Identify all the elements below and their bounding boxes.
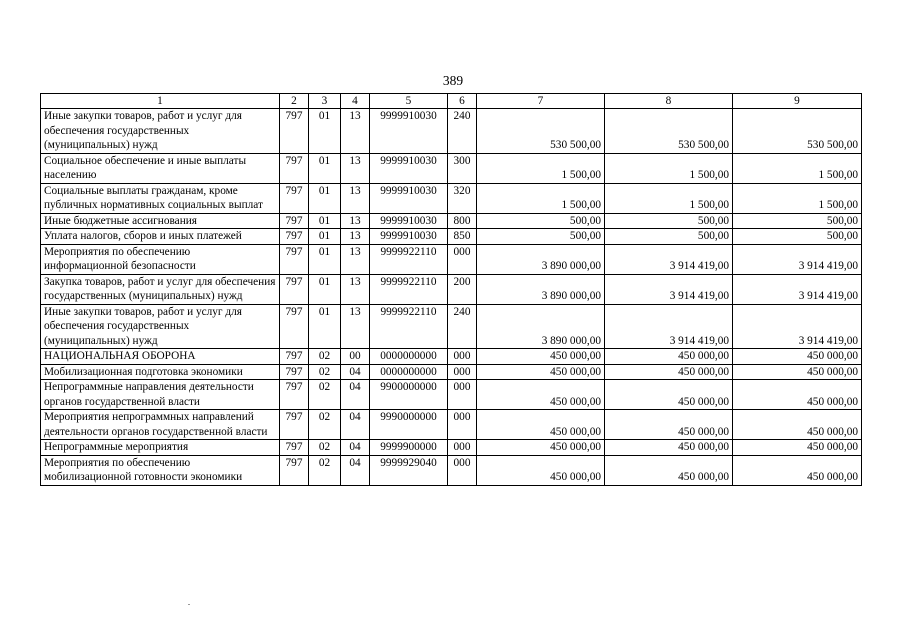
admin-code-cell: 797: [280, 153, 309, 183]
amount-col9-cell: 3 914 419,00: [733, 244, 862, 274]
amount-col8-cell: 450 000,00: [605, 349, 733, 365]
amount-col7-cell: 500,00: [477, 229, 605, 245]
amount-col7-cell: 530 500,00: [477, 109, 605, 154]
amount-col9-cell: 1 500,00: [733, 153, 862, 183]
subsection-code-cell: 13: [341, 229, 370, 245]
section-code-cell: 01: [309, 244, 341, 274]
table-header-row: [41, 94, 862, 109]
amount-col7-cell: 1 500,00: [477, 153, 605, 183]
target-article-cell: 9990000000: [370, 410, 448, 440]
section-code-cell: 02: [309, 440, 341, 456]
target-article-cell: 9999929040: [370, 455, 448, 485]
admin-code-cell: 797: [280, 244, 309, 274]
section-code-cell: 02: [309, 349, 341, 365]
section-code-cell: 02: [309, 380, 341, 410]
target-article-cell: 0000000000: [370, 349, 448, 365]
row-name-cell: Мобилизационная подготовка экономики: [41, 364, 280, 380]
header-cell: 4: [341, 94, 370, 109]
target-article-cell: 9900000000: [370, 380, 448, 410]
row-name-cell: Мероприятия по обеспечению мобилизационной готовности экономики: [41, 455, 280, 485]
target-article-cell: 9999910030: [370, 229, 448, 245]
amount-col8-cell: 450 000,00: [605, 380, 733, 410]
table-row: [41, 213, 862, 229]
admin-code-cell: 797: [280, 304, 309, 349]
amount-col7-cell: 3 890 000,00: [477, 244, 605, 274]
amount-col7-cell: 1 500,00: [477, 183, 605, 213]
table-row: [41, 380, 862, 410]
header-cell: 6: [448, 94, 477, 109]
section-code-cell: 01: [309, 213, 341, 229]
target-article-cell: 9999910030: [370, 153, 448, 183]
amount-col8-cell: 450 000,00: [605, 410, 733, 440]
amount-col9-cell: 450 000,00: [733, 440, 862, 456]
amount-col8-cell: 450 000,00: [605, 455, 733, 485]
amount-col8-cell: 530 500,00: [605, 109, 733, 154]
amount-col8-cell: 500,00: [605, 229, 733, 245]
subsection-code-cell: 04: [341, 410, 370, 440]
subsection-code-cell: 13: [341, 213, 370, 229]
section-code-cell: 02: [309, 455, 341, 485]
target-article-cell: 9999910030: [370, 183, 448, 213]
scan-speck: [188, 604, 190, 605]
header-cell: 7: [477, 94, 605, 109]
amount-col9-cell: 450 000,00: [733, 455, 862, 485]
amount-col9-cell: 450 000,00: [733, 380, 862, 410]
amount-col9-cell: 3 914 419,00: [733, 304, 862, 349]
amount-col9-cell: 1 500,00: [733, 183, 862, 213]
amount-col8-cell: 500,00: [605, 213, 733, 229]
row-name-cell: Мероприятия по обеспечению информационной безопасности: [41, 244, 280, 274]
admin-code-cell: 797: [280, 274, 309, 304]
header-cell: 3: [309, 94, 341, 109]
amount-col9-cell: 530 500,00: [733, 109, 862, 154]
expense-type-cell: 000: [448, 455, 477, 485]
target-article-cell: 0000000000: [370, 364, 448, 380]
amount-col8-cell: 450 000,00: [605, 440, 733, 456]
amount-col7-cell: 500,00: [477, 213, 605, 229]
section-code-cell: 01: [309, 153, 341, 183]
row-name-cell: НАЦИОНАЛЬНАЯ ОБОРОНА: [41, 349, 280, 365]
target-article-cell: 9999922110: [370, 244, 448, 274]
target-article-cell: 9999922110: [370, 274, 448, 304]
table-row: [41, 410, 862, 440]
amount-col9-cell: 500,00: [733, 213, 862, 229]
header-cell: 2: [280, 94, 309, 109]
amount-col9-cell: 3 914 419,00: [733, 274, 862, 304]
amount-col9-cell: 450 000,00: [733, 410, 862, 440]
page-number: 389: [442, 73, 464, 88]
amount-col7-cell: 450 000,00: [477, 410, 605, 440]
expense-type-cell: 000: [448, 244, 477, 274]
expense-type-cell: 850: [448, 229, 477, 245]
expense-type-cell: 000: [448, 380, 477, 410]
target-article-cell: 9999910030: [370, 213, 448, 229]
admin-code-cell: 797: [280, 364, 309, 380]
amount-col7-cell: 450 000,00: [477, 380, 605, 410]
row-name-cell: Непрограммные направления деятельности органов государственной власти: [41, 380, 280, 410]
target-article-cell: 9999910030: [370, 109, 448, 154]
subsection-code-cell: 13: [341, 304, 370, 349]
row-name-cell: Непрограммные мероприятия: [41, 440, 280, 456]
row-name-cell: Иные закупки товаров, работ и услуг для обеспечения государственных (муниципальных) нужд: [41, 304, 280, 349]
header-cell: 5: [370, 94, 448, 109]
expense-type-cell: 300: [448, 153, 477, 183]
budget-table: [40, 93, 862, 486]
row-name-cell: Иные закупки товаров, работ и услуг для обеспечения государственных (муниципальных) нужд: [41, 109, 280, 154]
subsection-code-cell: 00: [341, 349, 370, 365]
admin-code-cell: 797: [280, 349, 309, 365]
subsection-code-cell: 13: [341, 109, 370, 154]
admin-code-cell: 797: [280, 380, 309, 410]
amount-col9-cell: 450 000,00: [733, 349, 862, 365]
amount-col8-cell: 1 500,00: [605, 183, 733, 213]
subsection-code-cell: 04: [341, 364, 370, 380]
table-row: [41, 109, 862, 154]
amount-col8-cell: 3 914 419,00: [605, 274, 733, 304]
admin-code-cell: 797: [280, 440, 309, 456]
header-cell: 1: [41, 94, 280, 109]
section-code-cell: 01: [309, 274, 341, 304]
table-row: [41, 364, 862, 380]
section-code-cell: 01: [309, 109, 341, 154]
row-name-cell: Социальные выплаты гражданам, кроме публичных нормативных социальных выплат: [41, 183, 280, 213]
amount-col9-cell: 500,00: [733, 229, 862, 245]
expense-type-cell: 240: [448, 109, 477, 154]
admin-code-cell: 797: [280, 410, 309, 440]
subsection-code-cell: 04: [341, 455, 370, 485]
amount-col7-cell: 3 890 000,00: [477, 274, 605, 304]
expense-type-cell: 240: [448, 304, 477, 349]
header-cell: 8: [605, 94, 733, 109]
section-code-cell: 01: [309, 183, 341, 213]
subsection-code-cell: 13: [341, 274, 370, 304]
admin-code-cell: 797: [280, 213, 309, 229]
row-name-cell: Уплата налогов, сборов и иных платежей: [41, 229, 280, 245]
amount-col7-cell: 3 890 000,00: [477, 304, 605, 349]
subsection-code-cell: 04: [341, 380, 370, 410]
table-row: [41, 349, 862, 365]
subsection-code-cell: 04: [341, 440, 370, 456]
admin-code-cell: 797: [280, 455, 309, 485]
amount-col7-cell: 450 000,00: [477, 440, 605, 456]
table-row: [41, 229, 862, 245]
expense-type-cell: 000: [448, 410, 477, 440]
expense-type-cell: 320: [448, 183, 477, 213]
table-row: [41, 440, 862, 456]
subsection-code-cell: 13: [341, 153, 370, 183]
row-name-cell: Закупка товаров, работ и услуг для обеспечения государственных (муниципальных) нужд: [41, 274, 280, 304]
subsection-code-cell: 13: [341, 244, 370, 274]
row-name-cell: Мероприятия непрограммных направлений деятельности органов государственной власти: [41, 410, 280, 440]
row-name-cell: Социальное обеспечение и иные выплаты населению: [41, 153, 280, 183]
table-row: [41, 183, 862, 213]
expense-type-cell: 200: [448, 274, 477, 304]
expense-type-cell: 000: [448, 440, 477, 456]
amount-col8-cell: 3 914 419,00: [605, 244, 733, 274]
amount-col7-cell: 450 000,00: [477, 455, 605, 485]
admin-code-cell: 797: [280, 229, 309, 245]
amount-col8-cell: 450 000,00: [605, 364, 733, 380]
section-code-cell: 02: [309, 364, 341, 380]
amount-col7-cell: 450 000,00: [477, 364, 605, 380]
expense-type-cell: 800: [448, 213, 477, 229]
subsection-code-cell: 13: [341, 183, 370, 213]
target-article-cell: 9999900000: [370, 440, 448, 456]
table-row: [41, 455, 862, 485]
header-cell: 9: [733, 94, 862, 109]
table-row: [41, 153, 862, 183]
amount-col8-cell: 1 500,00: [605, 153, 733, 183]
expense-type-cell: 000: [448, 364, 477, 380]
section-code-cell: 01: [309, 229, 341, 245]
amount-col7-cell: 450 000,00: [477, 349, 605, 365]
admin-code-cell: 797: [280, 109, 309, 154]
amount-col8-cell: 3 914 419,00: [605, 304, 733, 349]
expense-type-cell: 000: [448, 349, 477, 365]
amount-col9-cell: 450 000,00: [733, 364, 862, 380]
table-row: [41, 244, 862, 274]
section-code-cell: 01: [309, 304, 341, 349]
section-code-cell: 02: [309, 410, 341, 440]
row-name-cell: Иные бюджетные ассигнования: [41, 213, 280, 229]
table-row: [41, 274, 862, 304]
admin-code-cell: 797: [280, 183, 309, 213]
table-row: [41, 304, 862, 349]
target-article-cell: 9999922110: [370, 304, 448, 349]
